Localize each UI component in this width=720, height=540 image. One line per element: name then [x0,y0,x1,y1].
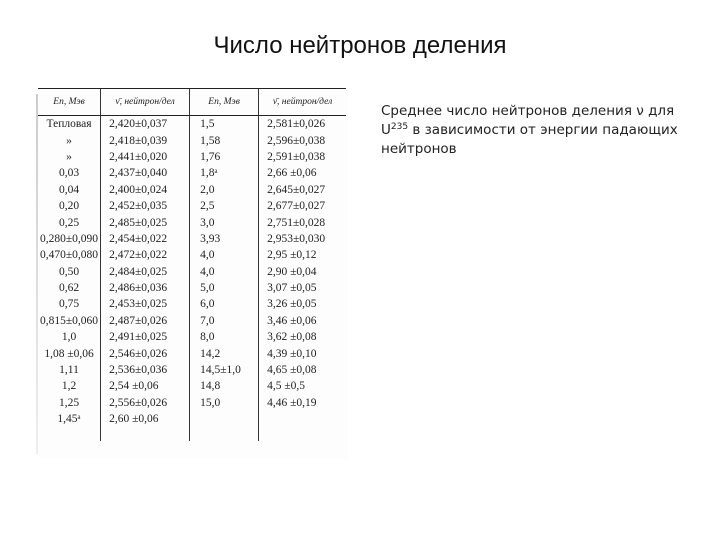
cell-nu-2: 3,46 ±0,06 [259,313,346,329]
cell-energy-1: 1,11 [59,364,79,377]
cell-energy-1: 1,45ᵃ [57,413,81,426]
cell-energy-1: 0,03 [58,167,80,180]
cell-energy-1: 0,815±0,060 [40,314,99,327]
table-row [38,231,346,247]
table-row [38,165,346,181]
cell-energy-2: 4,0 [190,264,259,280]
cell-energy-2: 3,93 [190,231,259,247]
cell-energy-2: 4,0 [190,247,259,263]
cell-nu-2: 2,90 ±0,04 [259,264,346,280]
cell-nu-1: 2,418±0,039 [101,132,190,148]
cell-nu-1: 2,441±0,020 [101,149,190,165]
cell-energy-1: 0,04 [58,183,80,196]
cell-nu-2: 3,26 ±0,05 [259,296,346,312]
cell-energy-2: 8,0 [190,329,259,345]
table-row [38,214,346,230]
cell-nu-2: 4,5 ±0,5 [259,378,346,394]
header-energy-2: Eп, Мэв [190,89,259,116]
cell-energy-1: » [66,150,72,163]
cell-energy-1: 0,470±0,080 [40,249,99,262]
table-row [38,296,346,312]
table-row [38,280,346,296]
cell-nu-1: 2,54 ±0,06 [101,378,190,394]
cell-energy-2: 7,0 [190,313,259,329]
cell-nu-2: 4,65 ±0,08 [259,362,346,378]
cell-nu-2: 2,645±0,027 [259,182,346,198]
cell-energy-2: 1,58 [190,132,259,148]
cell-nu-1: 2,437±0,040 [101,165,190,181]
cell-energy-2: 3,0 [190,214,259,230]
cell-energy-2: 1,5 [190,116,259,133]
table-row [38,149,346,165]
cell-energy-1: 0,25 [58,216,80,229]
cell-energy-1: 0,62 [58,282,80,295]
table-row [38,411,346,441]
header-nu-2: ν̄, нейтрон/дел [259,89,346,116]
cell-nu-1: 2,536±0,036 [101,362,190,378]
table-body [38,116,346,442]
cell-nu-2: 3,62 ±0,08 [259,329,346,345]
table-row [38,182,346,198]
cell-nu-2: 4,46 ±0,19 [259,395,346,411]
table-row [38,378,346,394]
table-header-row [38,89,346,116]
cell-nu-1: 2,452±0,035 [101,198,190,214]
cell-energy-2: 2,0 [190,182,259,198]
cell-nu-1: 2,60 ±0,06 [101,411,190,441]
cell-nu-2: 2,591±0,038 [259,149,346,165]
cell-energy-2: 1,8ᵃ [190,165,259,181]
cell-energy-1: 1,08 ±0,06 [44,347,94,360]
cell-energy-2: 1,76 [190,149,259,165]
cell-nu-1: 2,546±0,026 [101,345,190,361]
table-row [38,198,346,214]
cell-nu-2: 4,39 ±0,10 [259,345,346,361]
cell-nu-2: 2,581±0,026 [259,116,346,133]
table-row [38,132,346,148]
cell-energy-1: 1,2 [61,380,77,393]
cell-nu-1: 2,472±0,022 [101,247,190,263]
cell-nu-1: 2,453±0,025 [101,296,190,312]
cell-energy-2 [190,411,259,441]
cell-energy-1: 0,75 [58,298,80,311]
cell-nu-2: 2,95 ±0,12 [259,247,346,263]
cell-nu-2: 2,751±0,028 [259,214,346,230]
cell-nu-2: 2,953±0,030 [259,231,346,247]
caption-superscript: 235 [390,122,409,132]
cell-energy-1: 0,20 [58,200,80,213]
cell-nu-1: 2,454±0,022 [101,231,190,247]
caption-text-2: в зависимости от энергии падающих нейтронов [381,122,678,157]
cell-nu-1: 2,556±0,026 [101,395,190,411]
cell-energy-1: 0,280±0,090 [40,232,99,245]
cell-nu-1: 2,420±0,037 [101,116,190,133]
cell-nu-1: 2,491±0,025 [101,329,190,345]
table-row [38,313,346,329]
table-row [38,116,346,133]
cell-nu-2: 3,07 ±0,05 [259,280,346,296]
header-nu-1: ν̄, нейтрон/дел [101,89,190,116]
cell-nu-2: 2,66 ±0,06 [259,165,346,181]
header-energy-1: Eп, Мэв [38,89,101,116]
table-row [38,264,346,280]
cell-energy-1: » [66,134,72,147]
caption [381,102,681,159]
cell-energy-2: 14,2 [190,345,259,361]
cell-nu-1: 2,486±0,036 [101,280,190,296]
table-row [38,395,346,411]
table-row [38,362,346,378]
cell-nu-1: 2,485±0,025 [101,214,190,230]
cell-nu-2: 2,596±0,038 [259,132,346,148]
cell-energy-2: 2,5 [190,198,259,214]
neutron-table-image [38,88,348,458]
cell-nu-1: 2,484±0,025 [101,264,190,280]
table-row [38,345,346,361]
cell-nu-2: 2,677±0,027 [259,198,346,214]
cell-energy-2: 14,5±1,0 [190,362,259,378]
cell-energy-2: 5,0 [190,280,259,296]
cell-nu-1: 2,487±0,026 [101,313,190,329]
cell-energy-1: Тепловая [46,118,92,131]
cell-energy-1: 1,25 [58,396,80,409]
cell-energy-2: 14,8 [190,378,259,394]
cell-energy-2: 6,0 [190,296,259,312]
neutron-table [38,88,346,441]
cell-energy-1: 1,0 [61,331,77,344]
table-row [38,329,346,345]
table-row [38,247,346,263]
cell-nu-1: 2,400±0,024 [101,182,190,198]
cell-nu-2 [259,411,346,441]
caption-text-1: Среднее число нейтронов деления ν для U [381,103,675,138]
cell-energy-1: 0,50 [58,265,80,278]
slide-title: Число нейтронов деления [213,32,507,59]
cell-energy-2: 15,0 [190,395,259,411]
